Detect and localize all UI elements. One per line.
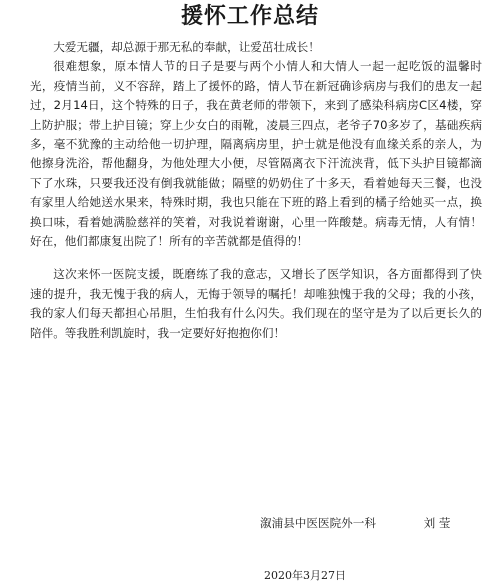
document-date: 2020年3月27日 xyxy=(264,569,346,582)
signature-name: 刘 莹 xyxy=(423,516,451,530)
signature-department: 溆浦县中医医院外一科 xyxy=(260,516,376,530)
paragraph-opening: 大爱无疆，却总源于那无私的奉献，让爱茁壮成长！ xyxy=(53,40,320,54)
document-title: 援怀工作总结 xyxy=(180,4,319,29)
paragraph-story: 很难想象，原本情人节的日子是要与两个小情人和大情人一起一起吃饭的温馨时光，疫情当前，义不容辞，踏上了援怀的路，情人节在新冠确诊病房与我们的患友一起过，2月14日，这个特殊的日子，我在黄老师的带领下，来到了感染科病房C区4楼，穿上防护服；带上护目镜；穿上少女白的雨靴，凌晨三四点，老爷子70多岁了，基础疾病多，毫不犹豫的主动给他一切护理，隔离病房里，护士就是他没有血缘关系的亲人，为他擦身洗浴，帮他翻身，为他处理大小便，尽管隔离衣下汗流浃背，低下头护目镜都滴下了水珠，只要我还没有倒我就能做；隔壁的奶奶住了十多天，看着她每天三餐，也没有家里人给她送水果来，特殊时期，我也只能在下班的路上看到的橘子给她买一点，换换口味，看着她满脸慈祥的笑着，对我说着谢谢，心里一阵酸楚。病毒无情，人有情！好在，他们都康复出院了！所有的辛苦就都是值得的！ xyxy=(30,59,482,249)
paragraph-reflection: 这次来怀一医院支援，既磨练了我的意志，又增长了医学知识，各方面都得到了快速的提升，我无愧于我的病人，无悔于领导的嘱托！却唯独愧于我的父母；我的小孩，我的家人们每天都担心吊胆，生怕我有什么闪失。我们现在的坚守是为了以后更长久的陪伴。等我胜利凯旋时，我一定要好好抱抱你们！ xyxy=(30,267,482,340)
document-body xyxy=(30,38,482,343)
signature-block xyxy=(260,514,451,532)
